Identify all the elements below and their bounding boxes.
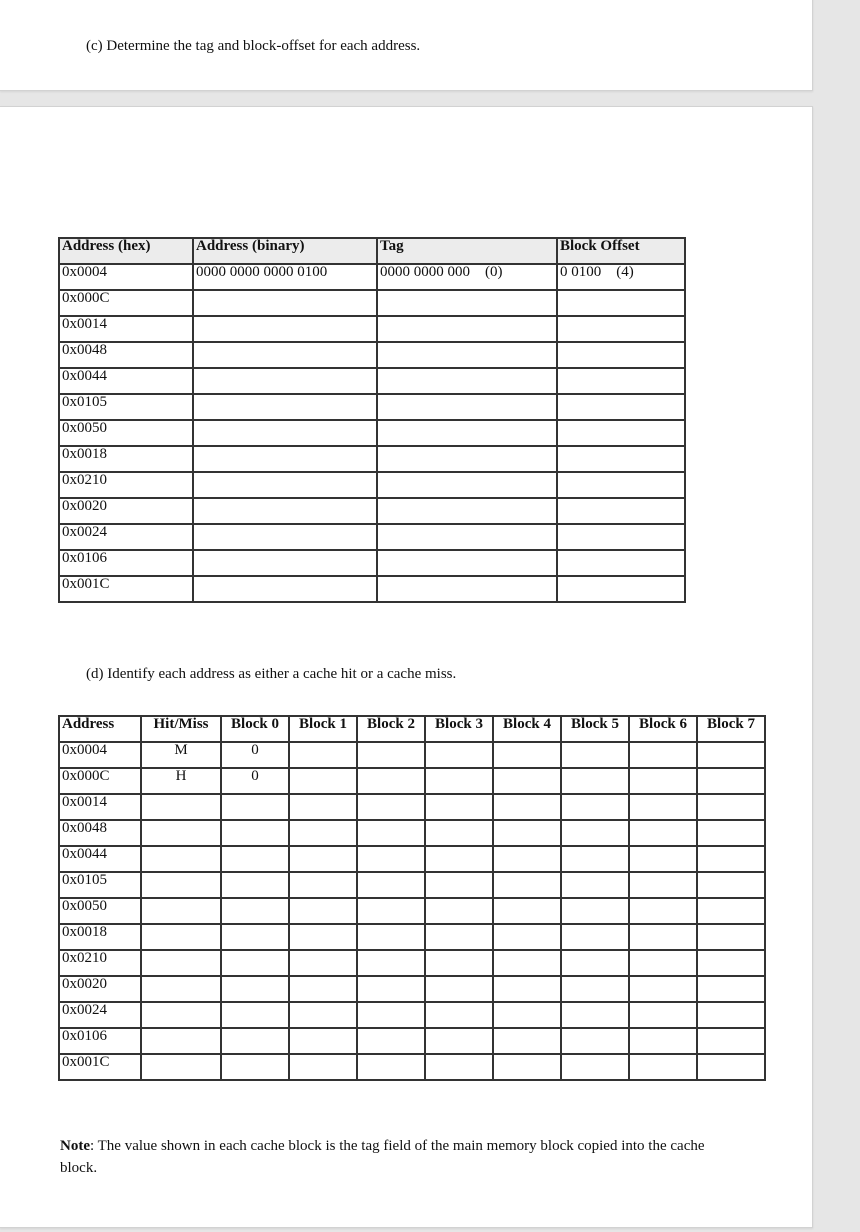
cell-block-6	[629, 742, 697, 768]
cell-hit-miss	[141, 846, 221, 872]
cell-block-3	[425, 768, 493, 794]
cell-address-binary	[193, 342, 377, 368]
cell-address-hex: 0x001C	[59, 576, 193, 602]
cell-block-6	[629, 1028, 697, 1054]
document-page-2	[0, 106, 813, 1228]
cell-tag: 0000 0000 000 (0)	[377, 264, 557, 290]
cell-block-3	[425, 872, 493, 898]
document-page-1	[0, 0, 813, 91]
cell-block-3	[425, 742, 493, 768]
question-c: (c) Determine the tag and block-offset for each address.	[86, 38, 421, 54]
cell-hit-miss: H	[141, 768, 221, 794]
cell-block-4	[493, 768, 561, 794]
cell-block-4	[493, 898, 561, 924]
cell-block-1	[289, 820, 357, 846]
cell-block-offset	[557, 420, 685, 446]
cell-block-1	[289, 768, 357, 794]
cell-block-5	[561, 1002, 629, 1028]
cell-block-7	[697, 1054, 765, 1080]
header-block-3: Block 3	[425, 716, 493, 742]
cell-block-7	[697, 846, 765, 872]
table-row	[59, 1054, 765, 1080]
cell-tag	[377, 550, 557, 576]
cell-block-7	[697, 820, 765, 846]
cell-block-offset	[557, 576, 685, 602]
cell-address: 0x0018	[59, 924, 141, 950]
cell-block-0	[221, 898, 289, 924]
cell-block-2	[357, 872, 425, 898]
cell-block-1	[289, 846, 357, 872]
table-row	[59, 950, 765, 976]
cell-block-3	[425, 820, 493, 846]
cell-block-3	[425, 1002, 493, 1028]
cell-block-1	[289, 1054, 357, 1080]
cell-address-hex: 0x0024	[59, 524, 193, 550]
cell-block-5	[561, 768, 629, 794]
question-d: (d) Identify each address as either a cache hit or a cache miss.	[86, 666, 457, 682]
cell-block-6	[629, 794, 697, 820]
cell-address: 0x0024	[59, 1002, 141, 1028]
header-hit-miss: Hit/Miss	[141, 716, 221, 742]
cell-tag	[377, 576, 557, 602]
cell-block-7	[697, 1002, 765, 1028]
cell-tag	[377, 342, 557, 368]
cell-block-0	[221, 924, 289, 950]
cell-hit-miss	[141, 1028, 221, 1054]
cell-block-1	[289, 924, 357, 950]
cell-block-offset	[557, 472, 685, 498]
cell-address-binary	[193, 368, 377, 394]
cell-block-7	[697, 742, 765, 768]
cell-hit-miss: M	[141, 742, 221, 768]
cell-address: 0x0105	[59, 872, 141, 898]
cell-block-6	[629, 976, 697, 1002]
cell-block-4	[493, 1002, 561, 1028]
table-row	[59, 498, 685, 524]
cell-block-7	[697, 768, 765, 794]
cell-block-2	[357, 898, 425, 924]
table-row	[59, 420, 685, 446]
cell-hit-miss	[141, 924, 221, 950]
cell-address-hex: 0x0105	[59, 394, 193, 420]
table-row	[59, 872, 765, 898]
cell-block-6	[629, 898, 697, 924]
cell-hit-miss	[141, 976, 221, 1002]
cell-block-1	[289, 976, 357, 1002]
cell-block-6	[629, 924, 697, 950]
cell-block-6	[629, 950, 697, 976]
cell-block-4	[493, 950, 561, 976]
table-row	[59, 524, 685, 550]
cell-block-7	[697, 1028, 765, 1054]
table-row	[59, 576, 685, 602]
cell-address-binary	[193, 290, 377, 316]
cell-block-offset	[557, 342, 685, 368]
cell-block-4	[493, 1028, 561, 1054]
cell-tag	[377, 446, 557, 472]
cell-address-hex: 0x0048	[59, 342, 193, 368]
cell-block-offset: 0 0100 (4)	[557, 264, 685, 290]
cell-block-1	[289, 794, 357, 820]
cell-block-3	[425, 794, 493, 820]
cell-block-7	[697, 872, 765, 898]
cell-block-offset	[557, 550, 685, 576]
cell-address: 0x0048	[59, 820, 141, 846]
cell-address-hex: 0x0050	[59, 420, 193, 446]
cell-block-5	[561, 976, 629, 1002]
cell-address-hex: 0x0044	[59, 368, 193, 394]
cell-block-3	[425, 1028, 493, 1054]
cell-address: 0x0044	[59, 846, 141, 872]
viewer-background	[813, 0, 860, 1232]
cell-hit-miss	[141, 794, 221, 820]
cell-address-binary	[193, 316, 377, 342]
header-block-7: Block 7	[697, 716, 765, 742]
cell-address-binary	[193, 576, 377, 602]
cell-block-2	[357, 950, 425, 976]
cell-block-3	[425, 1054, 493, 1080]
cell-address-binary: 0000 0000 0000 0100	[193, 264, 377, 290]
table-row	[59, 898, 765, 924]
cell-block-6	[629, 1002, 697, 1028]
cell-block-offset	[557, 524, 685, 550]
cell-block-5	[561, 846, 629, 872]
cell-block-5	[561, 1028, 629, 1054]
cell-block-offset	[557, 446, 685, 472]
table-row	[59, 472, 685, 498]
table-row	[59, 976, 765, 1002]
cell-block-2	[357, 742, 425, 768]
cell-block-2	[357, 768, 425, 794]
table-row	[59, 394, 685, 420]
cell-block-offset	[557, 498, 685, 524]
cell-block-5	[561, 794, 629, 820]
cell-tag	[377, 290, 557, 316]
cell-block-5	[561, 820, 629, 846]
cell-block-4	[493, 924, 561, 950]
cell-block-0	[221, 1002, 289, 1028]
cell-block-2	[357, 976, 425, 1002]
table-row	[59, 368, 685, 394]
cell-address: 0x0106	[59, 1028, 141, 1054]
table-row	[59, 290, 685, 316]
cell-block-4	[493, 846, 561, 872]
cell-address-binary	[193, 446, 377, 472]
cell-hit-miss	[141, 820, 221, 846]
note-label: Note	[60, 1138, 90, 1154]
cell-block-4	[493, 976, 561, 1002]
cell-block-3	[425, 846, 493, 872]
cell-hit-miss	[141, 898, 221, 924]
cell-address-binary	[193, 550, 377, 576]
cell-address-binary	[193, 524, 377, 550]
table-row	[59, 820, 765, 846]
cell-block-offset	[557, 290, 685, 316]
table-row	[59, 446, 685, 472]
cell-block-2	[357, 846, 425, 872]
cell-address: 0x0014	[59, 794, 141, 820]
hit-miss-table	[58, 715, 766, 1081]
cell-block-0	[221, 794, 289, 820]
cell-block-0	[221, 976, 289, 1002]
cell-address: 0x0050	[59, 898, 141, 924]
cell-block-2	[357, 924, 425, 950]
cell-block-0: 0	[221, 768, 289, 794]
table-row	[59, 342, 685, 368]
cell-address-binary	[193, 420, 377, 446]
cell-address-binary	[193, 394, 377, 420]
cell-block-7	[697, 924, 765, 950]
cell-block-7	[697, 976, 765, 1002]
table-row	[59, 924, 765, 950]
cell-tag	[377, 420, 557, 446]
cell-hit-miss	[141, 950, 221, 976]
cell-block-4	[493, 1054, 561, 1080]
header-block-5: Block 5	[561, 716, 629, 742]
cell-block-1	[289, 872, 357, 898]
cell-block-1	[289, 1028, 357, 1054]
header-block-6: Block 6	[629, 716, 697, 742]
table-row	[59, 768, 765, 794]
table-row	[59, 794, 765, 820]
cell-block-4	[493, 872, 561, 898]
cell-block-2	[357, 1054, 425, 1080]
cell-address-hex: 0x0004	[59, 264, 193, 290]
cell-block-0	[221, 950, 289, 976]
cell-block-5	[561, 872, 629, 898]
header-block-1: Block 1	[289, 716, 357, 742]
cell-block-5	[561, 742, 629, 768]
header-address-binary: Address (binary)	[193, 238, 377, 264]
table-row	[59, 846, 765, 872]
cell-block-6	[629, 1054, 697, 1080]
header-tag: Tag	[377, 238, 557, 264]
cell-block-1	[289, 742, 357, 768]
header-address-hex: Address (hex)	[59, 238, 193, 264]
cell-block-5	[561, 950, 629, 976]
cell-tag	[377, 394, 557, 420]
cell-block-2	[357, 1028, 425, 1054]
cell-block-1	[289, 950, 357, 976]
cell-block-offset	[557, 394, 685, 420]
cell-block-3	[425, 976, 493, 1002]
cell-tag	[377, 368, 557, 394]
cell-tag	[377, 524, 557, 550]
cell-block-6	[629, 872, 697, 898]
cell-hit-miss	[141, 1002, 221, 1028]
cell-address-hex: 0x0020	[59, 498, 193, 524]
cell-block-6	[629, 846, 697, 872]
cell-block-2	[357, 820, 425, 846]
cell-block-6	[629, 768, 697, 794]
cell-block-offset	[557, 368, 685, 394]
cell-block-1	[289, 1002, 357, 1028]
table-row	[59, 1028, 765, 1054]
cell-tag	[377, 316, 557, 342]
cell-hit-miss	[141, 872, 221, 898]
cell-block-2	[357, 1002, 425, 1028]
note	[60, 1135, 740, 1179]
table-row	[59, 1002, 765, 1028]
cell-block-0	[221, 1054, 289, 1080]
table-header-row	[59, 716, 765, 742]
header-block-offset: Block Offset	[557, 238, 685, 264]
cell-hit-miss	[141, 1054, 221, 1080]
cell-block-3	[425, 898, 493, 924]
cell-block-3	[425, 924, 493, 950]
table-header-row	[59, 238, 685, 264]
cell-block-offset	[557, 316, 685, 342]
cell-block-2	[357, 794, 425, 820]
tag-offset-table	[58, 237, 686, 603]
cell-block-0	[221, 820, 289, 846]
cell-address-hex: 0x0106	[59, 550, 193, 576]
cell-block-5	[561, 924, 629, 950]
cell-block-7	[697, 794, 765, 820]
header-block-0: Block 0	[221, 716, 289, 742]
cell-block-0	[221, 1028, 289, 1054]
cell-address: 0x0210	[59, 950, 141, 976]
cell-address-binary	[193, 498, 377, 524]
cell-block-0	[221, 846, 289, 872]
cell-address: 0x0004	[59, 742, 141, 768]
cell-block-0: 0	[221, 742, 289, 768]
header-address: Address	[59, 716, 141, 742]
cell-tag	[377, 472, 557, 498]
cell-address: 0x001C	[59, 1054, 141, 1080]
table-row	[59, 742, 765, 768]
cell-tag	[377, 498, 557, 524]
cell-address: 0x0020	[59, 976, 141, 1002]
cell-address-hex: 0x0210	[59, 472, 193, 498]
header-block-4: Block 4	[493, 716, 561, 742]
cell-address: 0x000C	[59, 768, 141, 794]
table-row	[59, 316, 685, 342]
cell-block-4	[493, 820, 561, 846]
note-text: : The value shown in each cache block is the tag field of the main memory block copied into the cache block.	[60, 1138, 705, 1176]
cell-block-1	[289, 898, 357, 924]
cell-block-5	[561, 1054, 629, 1080]
cell-address-hex: 0x000C	[59, 290, 193, 316]
cell-block-7	[697, 898, 765, 924]
cell-address-binary	[193, 472, 377, 498]
table-row	[59, 264, 685, 290]
cell-block-5	[561, 898, 629, 924]
table-row	[59, 550, 685, 576]
cell-block-4	[493, 742, 561, 768]
cell-block-0	[221, 872, 289, 898]
cell-address-hex: 0x0018	[59, 446, 193, 472]
cell-block-4	[493, 794, 561, 820]
header-block-2: Block 2	[357, 716, 425, 742]
cell-block-3	[425, 950, 493, 976]
cell-block-7	[697, 950, 765, 976]
cell-block-6	[629, 820, 697, 846]
cell-address-hex: 0x0014	[59, 316, 193, 342]
